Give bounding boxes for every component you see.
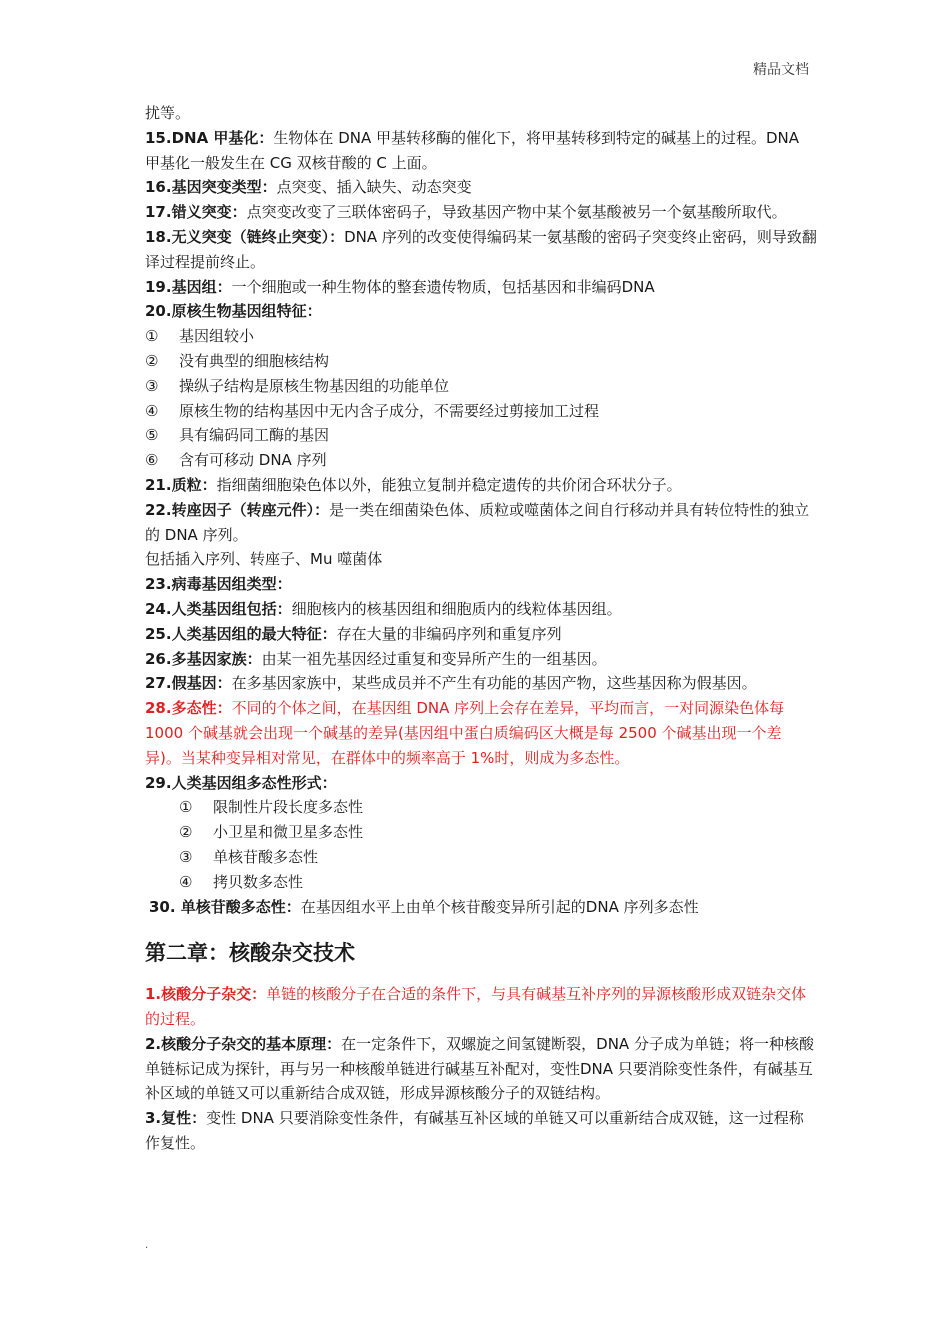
definition-19 <box>145 275 817 300</box>
page-header: 精品文档 <box>753 62 809 78</box>
definition-20 <box>145 299 817 324</box>
list-text: 操纵子结构是原核生物基因组的功能单位 <box>179 376 450 395</box>
list-number: ⑥ <box>145 451 159 470</box>
list-number: ③ <box>145 376 159 395</box>
definition-27 <box>145 671 817 696</box>
term: 2.核酸分子杂交的基本原理： <box>145 1034 342 1053</box>
list-item <box>145 349 817 374</box>
term: 1.核酸分子杂交： <box>145 985 267 1004</box>
definition: 在基因组水平上由单个核苷酸变异所引起的DNA 序列多态性 <box>300 897 699 916</box>
document-body <box>145 101 817 1156</box>
term: 27.假基因： <box>145 674 232 693</box>
definition-25 <box>145 622 817 647</box>
definition-22 <box>145 498 817 548</box>
definition-23 <box>145 572 817 597</box>
list-text: 没有典型的细胞核结构 <box>179 351 330 370</box>
definition: 点突变、插入缺失、动态突变 <box>276 178 472 197</box>
list-number: ② <box>145 351 159 370</box>
chapter-title: 第二章：核酸杂交技术 <box>145 941 355 966</box>
definition-29 <box>145 771 817 796</box>
definition: 在一定条件下，双螺旋之间氢键断裂，DNA 分子成为单链；将一种核酸单链标记成为探针，再与另一种核酸单链进行碱基互补配对，变性DNA 只要消除变性条件，有碱基互补区域的单链又可以重新结合成双链，形成异源核酸分子的双链结构。 <box>145 1034 814 1103</box>
definition: 由某一祖先基因经过重复和变异所产生的一组基因。 <box>261 649 607 668</box>
term: 23.病毒基因组类型： <box>145 575 292 594</box>
term: 25.人类基因组的最大特征： <box>145 624 337 643</box>
definition-30 <box>145 895 817 920</box>
list-text: 基因组较小 <box>179 327 255 346</box>
term: 17.错义突变： <box>145 203 247 222</box>
definition-21 <box>145 473 817 498</box>
definition-18 <box>145 225 817 275</box>
term: 20.原核生物基因组特征： <box>145 302 322 321</box>
footer-mark: . <box>145 1240 149 1251</box>
term: 28.多态性： <box>145 699 232 718</box>
list-number: ③ <box>179 847 193 866</box>
definition: DNA 序列的改变使得编码某一氨基酸的密码子突变终止密码，则导致翻译过程提前终止。 <box>145 227 817 271</box>
term: 3.复性： <box>145 1109 207 1128</box>
list-number: ④ <box>179 872 193 891</box>
list-item <box>145 374 817 399</box>
term: 16.基因突变类型： <box>145 178 277 197</box>
list-text: 具有编码同工酶的基因 <box>179 426 330 445</box>
definition-24 <box>145 597 817 622</box>
definition: 一个细胞或一种生物体的整套遗传物质，包括基因和非编码DNA <box>231 277 655 296</box>
definition-15 <box>145 126 817 176</box>
definition: 是一类在细菌染色体、质粒或噬菌体之间自行移动并具有转位特性的独立的 DNA 序列。 <box>145 500 810 544</box>
term: 15.DNA 甲基化： <box>145 128 274 147</box>
chapter2-definition-3 <box>145 1106 817 1156</box>
definition: 细胞核内的核基因组和细胞质内的线粒体基因组。 <box>291 599 622 618</box>
definition: 在多基因家族中，某些成员并不产生有功能的基因产物，这些基因称为假基因。 <box>231 674 757 693</box>
definition-28 <box>145 696 817 770</box>
term: 19.基因组： <box>145 277 232 296</box>
list-item <box>145 423 817 448</box>
term: 30. 单核苷酸多态性： <box>149 897 301 916</box>
list-item <box>145 845 817 870</box>
list-text: 限制性片段长度多态性 <box>213 798 364 817</box>
term: 22.转座因子（转座元件）： <box>145 500 330 519</box>
definition: 存在大量的非编码序列和重复序列 <box>336 624 562 643</box>
list-item <box>145 795 817 820</box>
list-item <box>145 448 817 473</box>
definition: 点突变改变了三联体密码子，导致基因产物中某个氨基酸被另一个氨基酸所取代。 <box>246 203 787 222</box>
list-number: ① <box>145 327 159 346</box>
list-text: 小卫星和微卫星多态性 <box>213 823 364 842</box>
list-number: ① <box>179 798 193 817</box>
list-text: 含有可移动 DNA 序列 <box>179 451 327 470</box>
term: 29.人类基因组多态性形式： <box>145 773 337 792</box>
definition: 生物体在 DNA 甲基转移酶的催化下，将甲基转移到特定的碱基上的过程。DNA 甲基化一般发生在 CG 双核苷酸的 C 上面。 <box>145 128 800 172</box>
definition: 指细菌细胞染色体以外，能独立复制并稳定遗传的共价闭合环状分子。 <box>216 475 682 494</box>
definition: 不同的个体之间，在基因组 DNA 序列上会存在差异，平均而言，一对同源染色体每 1000 个碱基就会出现一个碱基的差异(基因组中蛋白质编码区大概是每 2500 个碱基出现一个差异)。当某种变异相对常见，在群体中的频率高于 1%时，则成为多态性。 <box>145 699 785 767</box>
list-number: ② <box>179 823 193 842</box>
list-item <box>145 870 817 895</box>
chapter2-definition-2 <box>145 1032 817 1106</box>
definition-17 <box>145 200 817 225</box>
term: 18.无义突变（链终止突变）： <box>145 227 345 246</box>
term: 24.人类基因组包括： <box>145 599 292 618</box>
list-item <box>145 399 817 424</box>
definition-16 <box>145 175 817 200</box>
definition: 单链的核酸分子在合适的条件下，与具有碱基互补序列的异源核酸形成双链杂交体的过程。 <box>145 985 807 1029</box>
paragraph: 包括插入序列、转座子、Mu 噬菌体 <box>145 550 383 569</box>
term: 21.质粒： <box>145 475 217 494</box>
definition-26 <box>145 647 817 672</box>
term: 26.多基因家族： <box>145 649 262 668</box>
list-text: 拷贝数多态性 <box>213 872 304 891</box>
chapter2-definition-1 <box>145 982 817 1032</box>
list-text: 单核苷酸多态性 <box>213 847 319 866</box>
list-number: ⑤ <box>145 426 159 445</box>
definition: 变性 DNA 只要消除变性条件，有碱基互补区域的单链又可以重新结合成双链，这一过程称作复性。 <box>145 1109 804 1153</box>
list-item <box>145 324 817 349</box>
paragraph: 扰等。 <box>145 104 191 122</box>
list-number: ④ <box>145 401 159 420</box>
list-item <box>145 820 817 845</box>
list-text: 原核生物的结构基因中无内含子成分，不需要经过剪接加工过程 <box>179 401 600 420</box>
